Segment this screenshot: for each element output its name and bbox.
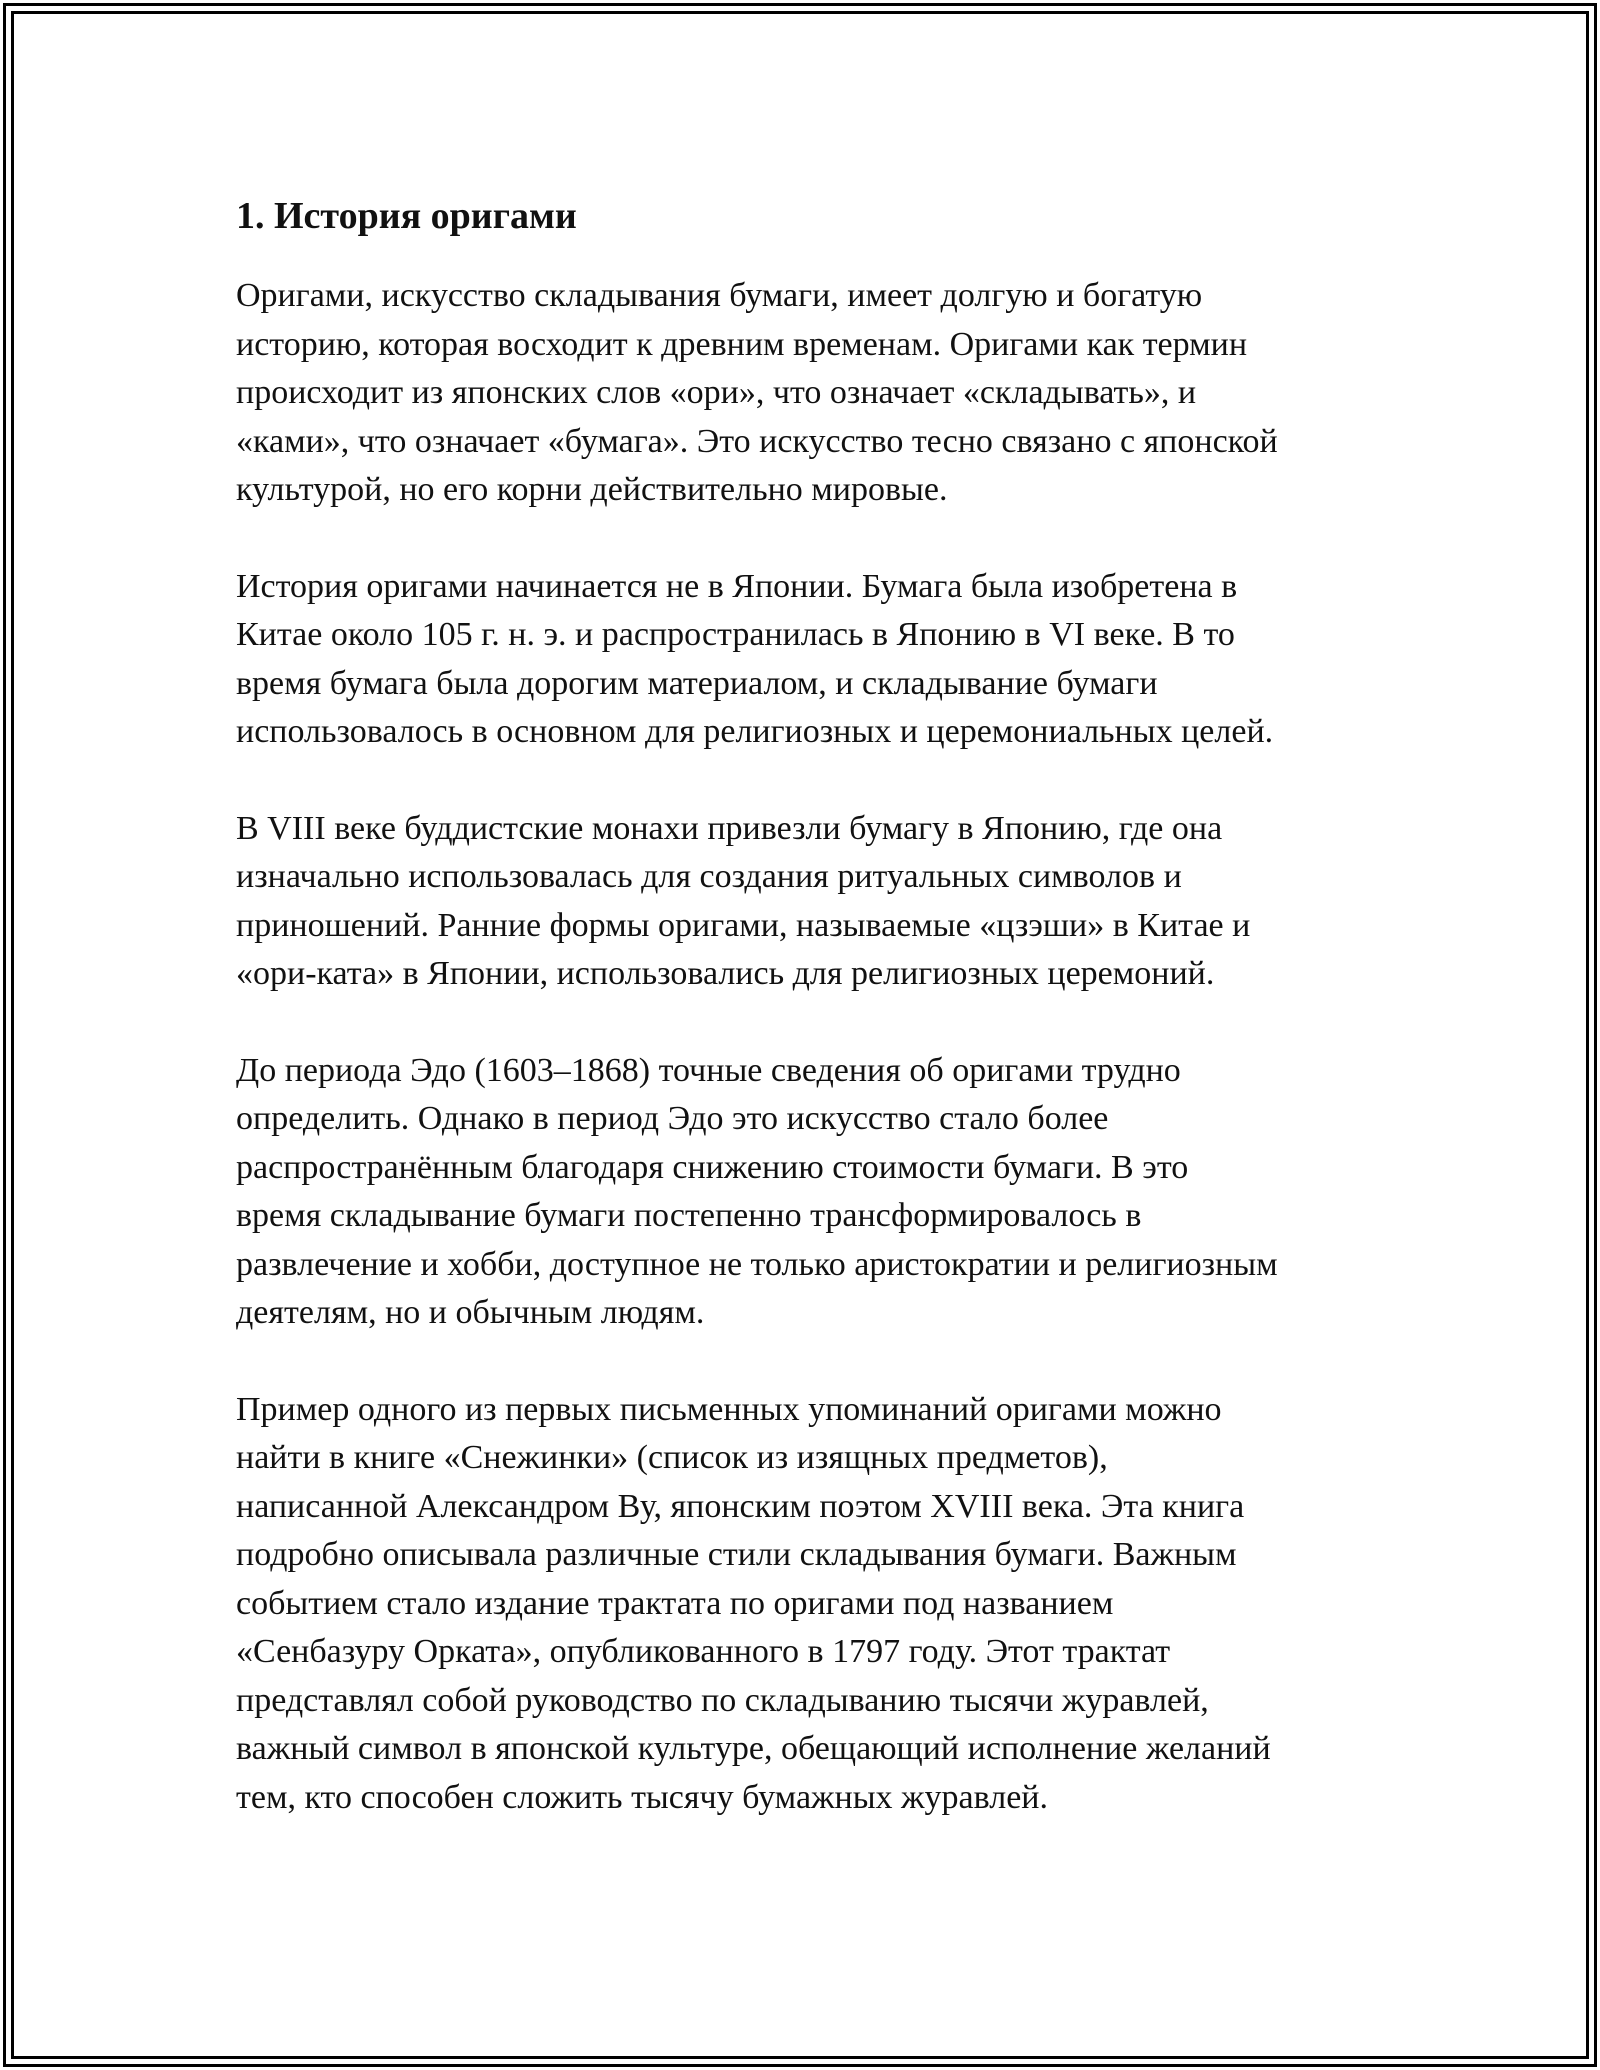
paragraph: [236, 563, 1376, 757]
paragraph-line: изначально использовалась для создания ритуальных символов и: [236, 858, 1182, 895]
document-body: [236, 184, 1376, 1822]
paragraph-line: До периода Эдо (1603–1868) точные сведения об оригами трудно: [236, 1051, 1181, 1089]
paragraph-line: представлял собой руководство по складыванию тысячи журавлей,: [236, 1681, 1209, 1719]
paragraph-line: подробно описывала различные стили складывания бумаги. Важным: [236, 1536, 1237, 1573]
paragraph-line: тем, кто способен сложить тысячу бумажных журавлей.: [236, 1778, 1048, 1816]
paragraph-line: Пример одного из первых письменных упоминаний оригами можно: [236, 1390, 1222, 1428]
paragraph-line: историю, которая восходит к древним временам. Оригами как термин: [236, 325, 1248, 363]
paragraph-line: время складывание бумаги постепенно трансформировалось в: [236, 1197, 1142, 1234]
paragraph-line: развлечение и хобби, доступное не только аристократии и религиозным: [236, 1245, 1278, 1283]
paragraph-line: История оригами начинается не в Японии. Бумага была изобретена в: [236, 567, 1238, 605]
paragraph-line: «ори-ката» в Японии, использовались для религиозных церемоний.: [236, 955, 1215, 992]
paragraph-list: [236, 272, 1376, 1822]
paragraph-line: В VIII веке буддистские монахи привезли бумагу в Японию, где она: [236, 809, 1223, 847]
paragraph-line: найти в книге «Снежинки» (список из изящных предметов),: [236, 1439, 1108, 1476]
paragraph-line: деятелям, но и обычным людям.: [236, 1294, 705, 1331]
paragraph: [236, 1386, 1376, 1823]
paragraph: [236, 272, 1376, 515]
paragraph-line: культурой, но его корни действительно мировые.: [236, 471, 948, 508]
paragraph: [236, 1047, 1376, 1338]
paragraph-line: приношений. Ранние формы оригами, называемые «цзэши» в Китае и: [236, 906, 1251, 944]
paragraph-line: Оригами, искусство складывания бумаги, имеет долгую и богатую: [236, 277, 1203, 314]
paragraph-line: использовалось в основном для религиозных и церемониальных целей.: [236, 713, 1274, 750]
paragraph-line: важный символ в японской культуре, обещающий исполнение желаний: [236, 1730, 1271, 1767]
paragraph-line: определить. Однако в период Эдо это искусство стало более: [236, 1100, 1109, 1137]
paragraph-line: написанной Александром Ву, японским поэтом XVIII века. Эта книга: [236, 1487, 1245, 1525]
paragraph-line: «Сенбазуру Орката», опубликованного в 1797 году. Этот трактат: [236, 1633, 1171, 1670]
paragraph-line: Китае около 105 г. н. э. и распространилась в Японию в VI веке. В то: [236, 616, 1235, 653]
paragraph-line: «ками», что означает «бумага». Это искусство тесно связано с японской: [236, 422, 1278, 460]
paragraph-line: время бумага была дорогим материалом, и складывание бумаги: [236, 664, 1158, 702]
section-heading: 1. История оригами: [236, 195, 577, 237]
paragraph-line: происходит из японских слов «ори», что означает «складывать», и: [236, 374, 1197, 411]
paragraph-line: событием стало издание трактата по оригами под названием: [236, 1584, 1114, 1622]
paragraph: [236, 805, 1376, 999]
paragraph-line: распространённым благодаря снижению стоимости бумаги. В это: [236, 1148, 1189, 1186]
